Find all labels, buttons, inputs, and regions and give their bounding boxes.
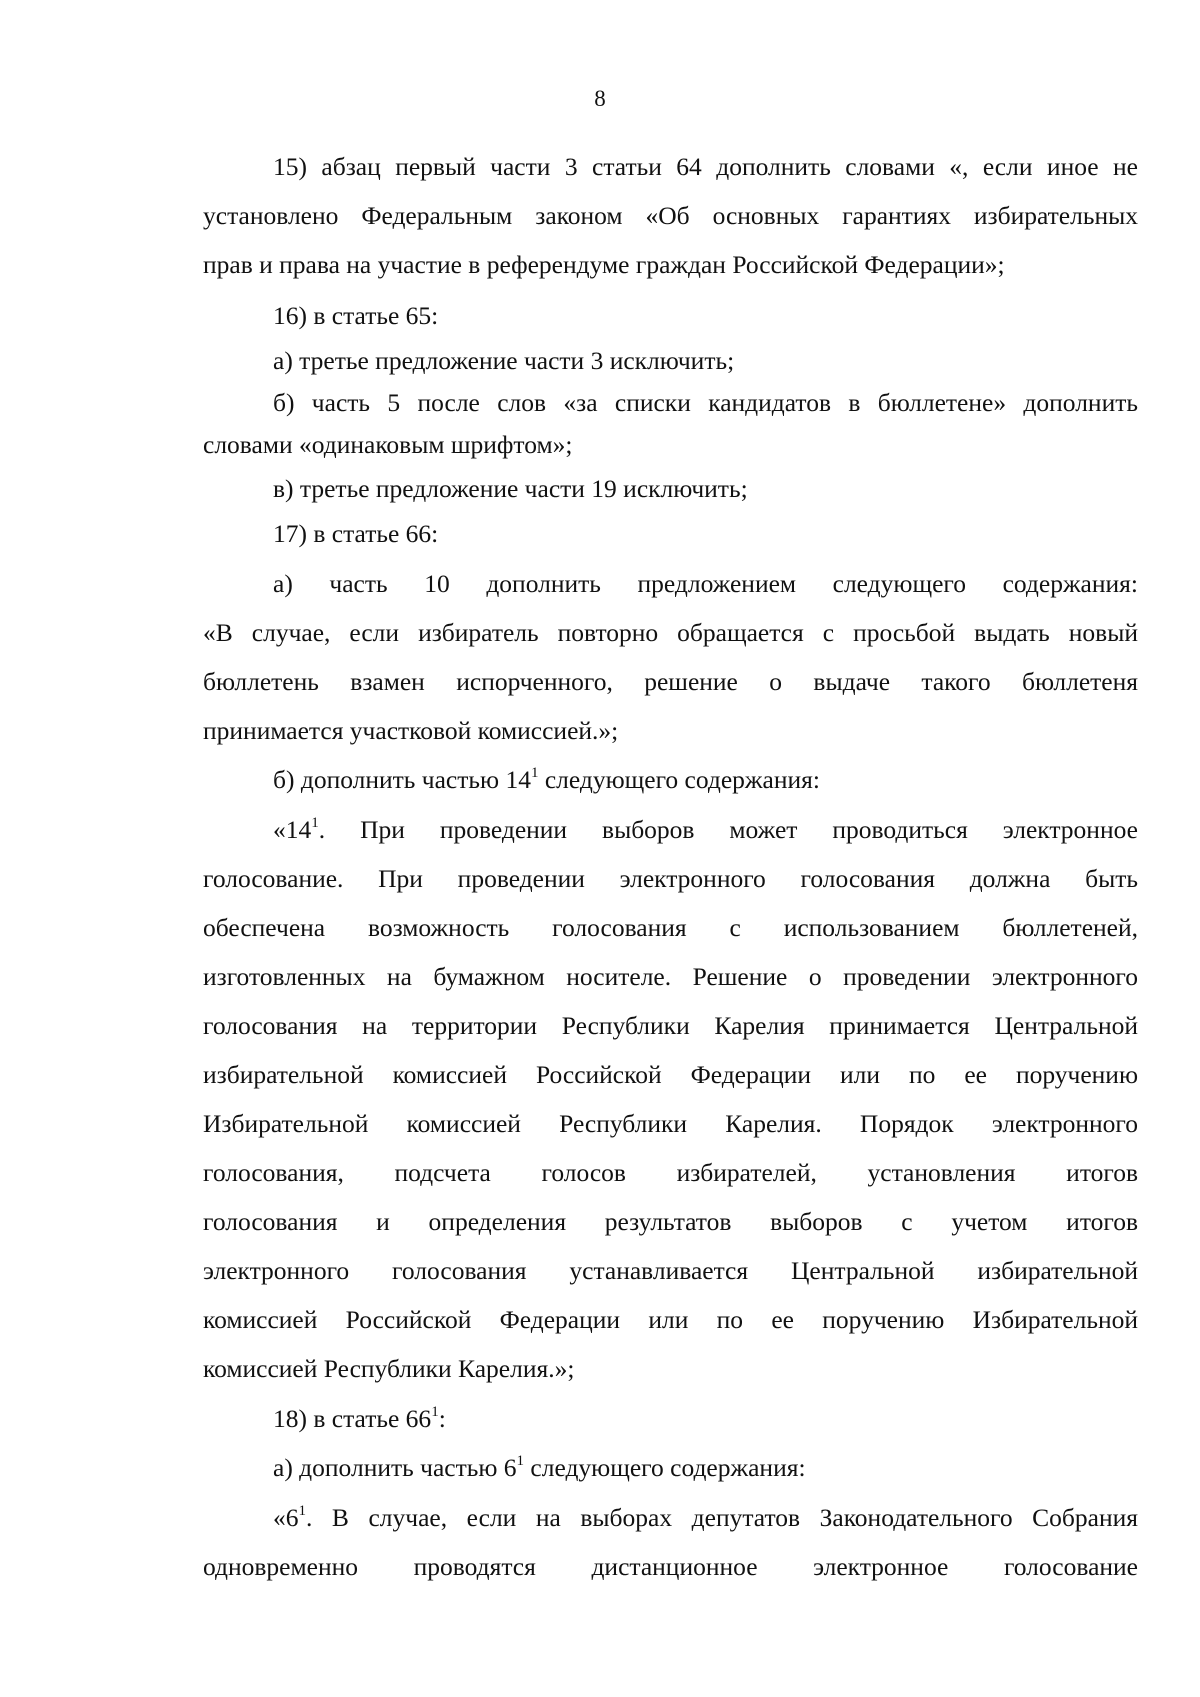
text-line — [273, 344, 1138, 378]
text-line — [203, 911, 1138, 945]
text-segment: «14 — [273, 815, 312, 844]
text-line — [273, 1402, 1138, 1436]
text-segment: «6 — [273, 1503, 299, 1532]
text-segment: голосование. При проведении электронного голосования должна быть — [203, 864, 1138, 893]
text-segment: Избирательной комиссией Республики Карелия. Порядок электронного — [203, 1109, 1138, 1138]
text-segment: бюллетень взамен испорченного, решение о выдаче такого бюллетеня — [203, 667, 1138, 696]
text-segment: а) дополнить частью 6 — [273, 1453, 517, 1482]
text-segment: голосования на территории Республики Карелия принимается Центральной — [203, 1011, 1138, 1040]
text-segment: комиссией Российской Федерации или по ее поручению Избирательной — [203, 1305, 1138, 1334]
text-line — [203, 1550, 1138, 1584]
text-segment: словами «одинаковым шрифтом»; — [203, 430, 573, 459]
text-segment: «В случае, если избиратель повторно обращается с просьбой выдать новый — [203, 618, 1138, 647]
text-line — [273, 517, 1138, 551]
superscript: 1 — [298, 1502, 306, 1519]
text-line — [273, 567, 1138, 601]
text-line — [273, 1451, 1138, 1485]
text-segment: . При проведении выборов может проводиться электронное — [318, 815, 1138, 844]
text-line — [203, 665, 1138, 699]
text-line — [273, 1501, 1138, 1535]
text-segment: 17) в статье 66: — [273, 519, 439, 548]
text-line — [203, 199, 1138, 233]
text-line — [203, 1303, 1138, 1337]
text-line — [203, 428, 1138, 462]
text-segment: голосования и определения результатов выборов с учетом итогов — [203, 1207, 1138, 1236]
text-segment: б) дополнить частью 14 — [273, 765, 531, 794]
text-segment: комиссией Республики Карелия.»; — [203, 1354, 575, 1383]
text-line — [203, 1058, 1138, 1092]
text-line — [273, 386, 1138, 420]
superscript: 1 — [516, 1452, 525, 1469]
text-segment: изготовленных на бумажном носителе. Решение о проведении электронного — [203, 962, 1138, 991]
text-line — [203, 1009, 1138, 1043]
text-line — [273, 299, 1138, 333]
text-line — [273, 763, 1138, 797]
text-line — [273, 150, 1138, 184]
text-segment: а) третье предложение части 3 исключить; — [273, 346, 735, 375]
text-segment: прав и права на участие в референдуме граждан Российской Федерации»; — [203, 250, 1005, 279]
text-line — [203, 248, 1138, 282]
text-line — [203, 714, 1138, 748]
text-segment: . В случае, если на выборах депутатов Законодательного Собрания — [306, 1503, 1138, 1532]
text-segment: следующего содержания: — [538, 765, 820, 794]
superscript: 1 — [530, 764, 539, 781]
text-segment: а) часть 10 дополнить предложением следующего содержания: — [273, 569, 1138, 598]
text-segment: установлено Федеральным законом «Об основных гарантиях избирательных — [203, 201, 1138, 230]
text-line — [203, 1254, 1138, 1288]
text-line — [203, 1156, 1138, 1190]
text-segment: обеспечена возможность голосования с использованием бюллетеней, — [203, 913, 1138, 942]
text-line — [203, 1107, 1138, 1141]
text-line — [203, 862, 1138, 896]
page-number: 8 — [594, 86, 606, 111]
text-segment: голосования, подсчета голосов избирателей, установления итогов — [203, 1158, 1138, 1187]
text-line — [203, 616, 1138, 650]
superscript: 1 — [431, 1403, 439, 1420]
text-segment: в) третье предложение части 19 исключить; — [273, 474, 748, 503]
text-line — [203, 960, 1138, 994]
text-segment: электронного голосования устанавливается Центральной избирательной — [203, 1256, 1138, 1285]
text-line — [203, 1205, 1138, 1239]
superscript: 1 — [311, 814, 319, 831]
text-segment: принимается участковой комиссией.»; — [203, 716, 619, 745]
text-line — [203, 1352, 1138, 1386]
text-segment: : — [438, 1404, 446, 1433]
text-segment: одновременно проводятся дистанционное электронное голосование — [203, 1552, 1138, 1581]
text-segment: 16) в статье 65: — [273, 301, 439, 330]
text-segment: следующего содержания: — [524, 1453, 806, 1482]
text-line — [273, 813, 1138, 847]
text-segment: 15) абзац первый части 3 статьи 64 дополнить словами «, если иное не — [273, 152, 1138, 181]
text-segment: б) часть 5 после слов «за списки кандидатов в бюллетене» дополнить — [273, 388, 1138, 417]
text-line — [273, 472, 1138, 506]
text-segment: избирательной комиссией Российской Федерации или по ее поручению — [203, 1060, 1138, 1089]
text-segment: 18) в статье 66 — [273, 1404, 432, 1433]
